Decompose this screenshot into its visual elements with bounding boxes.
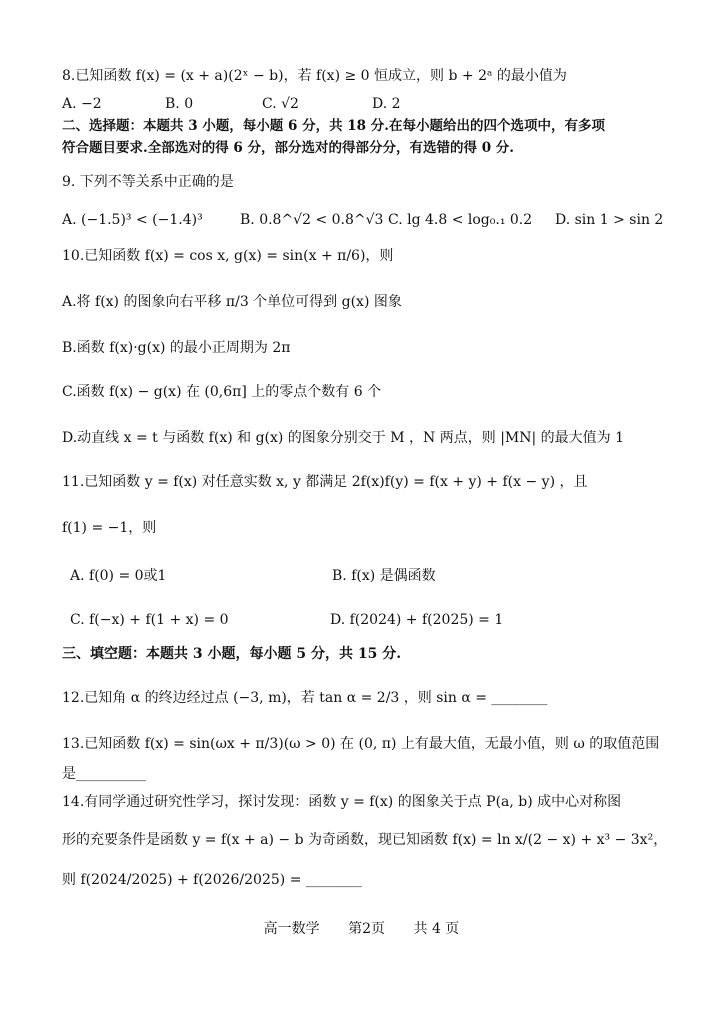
q11-option-d: D. f(2024) + f(2025) = 1 [330,612,504,628]
q11-option-a: A. f(0) = 0或1 [70,568,167,584]
q9-stem: 9. 下列不等关系中正确的是 [62,174,234,190]
q11-option-b: B. f(x) 是偶函数 [332,568,436,584]
q8-option-c: C. √2 [262,96,299,112]
q12-stem: 12.已知角 α 的终边经过点 (−3, m)，若 tan α = 2/3 ，则 sin α = ________ [62,690,548,706]
section2-heading-line1: 二、选择题：本题共 3 小题，每小题 6 分，共 18 分.在每小题给出的四个选项中，有多项 [62,118,605,134]
q14-stem-line1: 14.有同学通过研究性学习，探讨发现：函数 y = f(x) 的图象关于点 P(a, b) 成中心对称图 [62,794,622,810]
section2-heading-line2: 符合题目要求.全部选对的得 6 分，部分选对的得部分分，有选错的得 0 分. [62,140,514,156]
q8-option-d: D. 2 [372,96,401,112]
q9-option-d: D. sin 1 > sin 2 [555,212,664,228]
q8-stem: 8.已知函数 f(x) = (x + a)(2ˣ − b)，若 f(x) ≥ 0 恒成立，则 b + 2ᵃ 的最小值为 [62,68,567,84]
footer-subject: 高一数学 [263,921,320,937]
page-footer [0,918,723,938]
q9-option-c: C. lg 4.8 < log₀.₁ 0.2 [388,212,533,228]
q8-option-a: A. −2 [62,96,102,112]
q10-option-a: A.将 f(x) 的图象向右平移 π/3 个单位可得到 g(x) 图象 [62,294,402,310]
q10-option-c: C.函数 f(x) − g(x) 在 (0,6π] 上的零点个数有 6 个 [62,384,382,400]
q9-option-a: A. (−1.5)³ < (−1.4)³ [62,212,203,228]
q8-option-b: B. 0 [165,96,194,112]
q13-stem-line2: 是__________ [62,766,146,782]
q10-option-d: D.动直线 x = t 与函数 f(x) 和 g(x) 的图象分别交于 M ，N 两点，则 |MN| 的最大值为 1 [62,430,625,446]
section3-heading: 三、填空题：本题共 3 小题，每小题 5 分，共 15 分. [62,646,402,662]
footer-page: 第2页 [348,921,386,937]
q10-stem: 10.已知函数 f(x) = cos x, g(x) = sin(x + π/6)，则 [62,248,394,264]
q14-stem-line2: 形的充要条件是函数 y = f(x + a) − b 为奇函数，现已知函数 f(x) = ln x/(2 − x) + x³ − 3x²， [62,832,668,848]
q11-option-c: C. f(−x) + f(1 + x) = 0 [70,612,229,628]
footer-total: 共 4 页 [413,921,460,937]
q11-stem-line1: 11.已知函数 y = f(x) 对任意实数 x, y 都满足 2f(x)f(y) = f(x + y) + f(x − y) ，且 [62,474,588,490]
q11-stem-line2: f(1) = −1，则 [62,520,157,536]
q10-option-b: B.函数 f(x)·g(x) 的最小正周期为 2π [62,340,291,356]
q9-option-b: B. 0.8^√2 < 0.8^√3 [240,212,384,228]
q13-stem-line1: 13.已知函数 f(x) = sin(ωx + π/3)(ω > 0) 在 (0, π) 上有最大值，无最小值，则 ω 的取值范围 [62,736,660,752]
q14-stem-line3: 则 f(2024/2025) + f(2026/2025) = ________ [62,872,362,888]
